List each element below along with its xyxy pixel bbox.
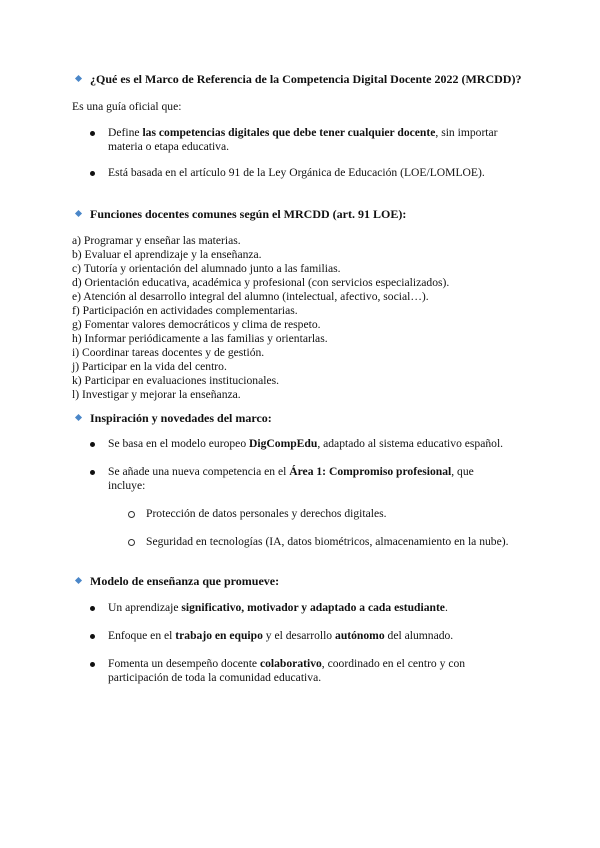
sub-list-item: Seguridad en tecnologías (IA, datos biométricos, almacenamiento en la nube). (128, 535, 528, 549)
section-heading-inspiracion: Inspiración y novedades del marco: (76, 411, 272, 425)
list-item: e) Atención al desarrollo integral del alumno (intelectual, afectivo, social…). (72, 290, 429, 303)
list-item: Enfoque en el trabajo en equipo y el desarrollo autónomo del alumnado. (90, 629, 510, 643)
list-item: d) Orientación educativa, académica y profesional (con servicios especializados). (72, 276, 450, 289)
list-item: i) Coordinar tareas docentes y de gestión. (72, 346, 265, 359)
list-item: b) Evaluar el aprendizaje y la enseñanza. (72, 248, 262, 261)
bullet-dot-icon (90, 470, 95, 475)
list-item: Fomenta un desempeño docente colaborativo, coordinado en el centro y con participación de toda la comunidad educativa. (90, 657, 510, 685)
bullet-dot-icon (90, 662, 95, 667)
circle-bullet-icon (128, 511, 135, 518)
diamond-bullet-icon (75, 210, 82, 217)
list-item: h) Informar periódicamente a las familias y orientarlas. (72, 332, 328, 345)
list-item: g) Fomentar valores democráticos y clima de respeto. (72, 318, 321, 331)
section-heading-modelo: Modelo de enseñanza que promueve: (76, 574, 279, 588)
list-item: c) Tutoría y orientación del alumnado junto a las familias. (72, 262, 341, 275)
bullet-dot-icon (90, 171, 95, 176)
bullet-dot-icon (90, 634, 95, 639)
sub-list-item: Protección de datos personales y derechos digitales. (128, 507, 528, 521)
diamond-bullet-icon (75, 75, 82, 82)
list-item: a) Programar y enseñar las materias. (72, 234, 241, 247)
list-item: Define las competencias digitales que debe tener cualquier docente, sin importar materia o etapa educativa. (90, 126, 510, 154)
list-item: Está basada en el artículo 91 de la Ley Orgánica de Educación (LOE/LOMLOE). (90, 166, 510, 180)
bullet-dot-icon (90, 606, 95, 611)
list-item: Se añade una nueva competencia en el Área 1: Compromiso profesional, que incluye: (90, 465, 510, 493)
section-heading-funciones: Funciones docentes comunes según el MRCDD (art. 91 LOE): (76, 207, 406, 221)
bullet-dot-icon (90, 131, 95, 136)
list-item: Un aprendizaje significativo, motivador y adaptado a cada estudiante. (90, 601, 510, 615)
diamond-bullet-icon (75, 414, 82, 421)
section-heading-mrcdd: ¿Qué es el Marco de Referencia de la Competencia Digital Docente 2022 (MRCDD)? (76, 72, 521, 86)
list-item: j) Participar en la vida del centro. (72, 360, 227, 373)
intro-paragraph: Es una guía oficial que: (72, 100, 182, 113)
list-item: Se basa en el modelo europeo DigCompEdu, adaptado al sistema educativo español. (90, 437, 510, 451)
list-item: l) Investigar y mejorar la enseñanza. (72, 388, 241, 401)
functions-list (72, 234, 449, 402)
list-item: f) Participación en actividades complementarias. (72, 304, 298, 317)
diamond-bullet-icon (75, 577, 82, 584)
bullet-dot-icon (90, 442, 95, 447)
list-item: k) Participar en evaluaciones institucionales. (72, 374, 280, 387)
circle-bullet-icon (128, 539, 135, 546)
